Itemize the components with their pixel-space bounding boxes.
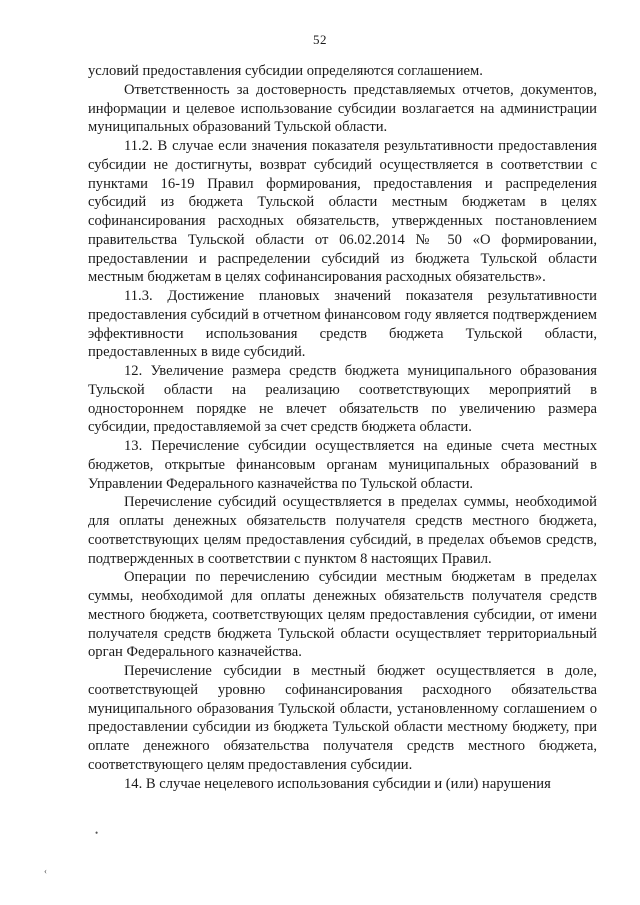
margin-bracket-mark: ‹	[44, 866, 47, 876]
paragraph-14: 14. В случае нецелевого использования субсидии и (или) нарушения	[124, 775, 551, 792]
page-number: 52	[313, 32, 327, 47]
paragraph-13: 13. Перечисление субсидии осуществляется на единые счета местных бюджетов, открытые финансовым органам муниципальных образований в Управлении Федерального казначейства по Тульской области.	[88, 438, 597, 492]
document-body	[88, 62, 597, 793]
paragraph-cofinancing-share: Перечисление субсидии в местный бюджет осуществляется в доле, соответствующей уровню софинансирования расходного обязательства муниципального образования Тульской области, установленному соглашением о предоставлении субсидии из бюджета Тульской области местному бюджету, при оплате денежного обязательства получателя средств местного бюджета, соответствующего целям предоставления субсидии.	[88, 663, 597, 773]
paragraph-continuation: условий предоставления субсидии определяются соглашением.	[88, 63, 483, 79]
paragraph-transfer-limits: Перечисление субсидий осуществляется в пределах суммы, необходимой для оплаты денежных обязательств получателя средств местного бюджета, соответствующих целям предоставления субсидий, в пределах объемов средств, подтвержденных в соответствии с пунктом 8 настоящих Правил.	[88, 494, 597, 567]
paragraph-treasury-operations: Операции по перечислению субсидии местным бюджетам в пределах суммы, необходимой для оплаты денежных обязательств получателя средств местного бюджета, соответствующих целям предоставления субсидии, от имени получателя средств бюджета Тульской области осуществляет территориальный орган Федерального казначейства.	[88, 569, 597, 661]
paragraph-11-3: 11.3. Достижение плановых значений показателя результативности предоставления субсидий в отчетном финансовом году является подтверждением эффективности использования средств бюджета Тульской области, предоставленных в виде субсидий.	[88, 288, 597, 361]
paragraph-11-2: 11.2. В случае если значения показателя результативности предоставления субсидии не достигнуты, возврат субсидий осуществляется в соответствии с пунктами 16-19 Правил формирования, предоставления и распределения субсидий из бюджета Тульской области местным бюджетам в целях софинансирования расходных обязательств, утвержденных постановлением правительства Тульской области от 06.02.2014 № 50 «О формировании, предоставлении и распределении субсидий из бюджета Тульской области местным бюджетам в целях софинансирования расходных обязательств».	[88, 138, 597, 286]
paragraph-responsibility: Ответственность за достоверность представляемых отчетов, документов, информации и целевое использование субсидии возлагается на администрации муниципальных образований Тульской области.	[88, 81, 597, 136]
paragraph-12: 12. Увеличение размера средств бюджета муниципального образования Тульской области на реализацию соответствующих мероприятий в одностороннем порядке не влечет обязательств по увеличению размера субсидии, предоставляемой за счет средств бюджета области.	[88, 363, 597, 436]
margin-dot-mark: •	[95, 828, 99, 838]
